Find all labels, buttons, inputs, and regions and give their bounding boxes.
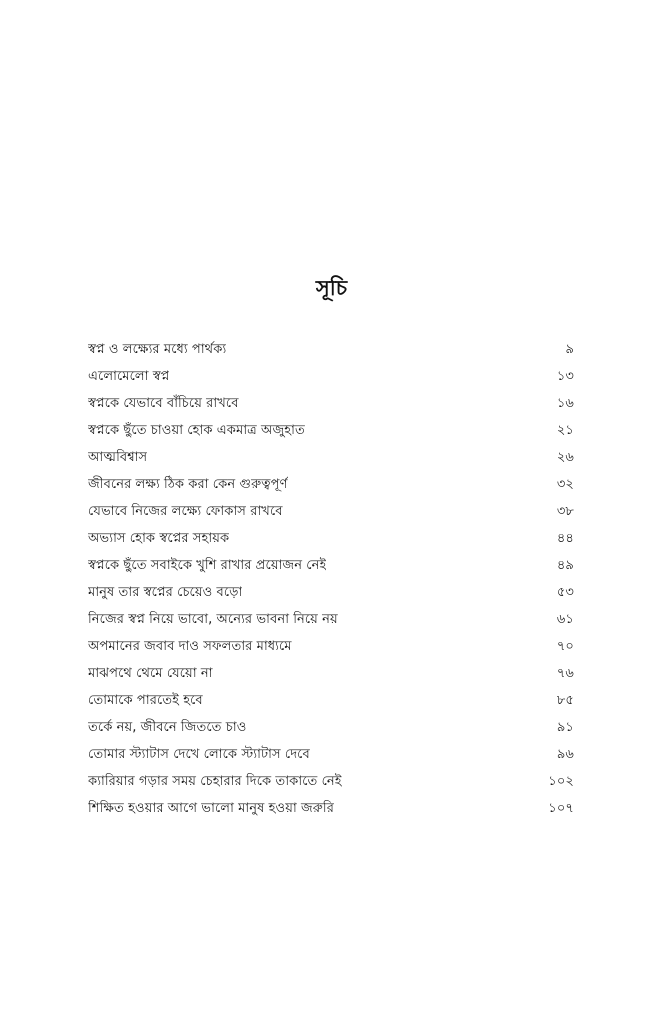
- toc-entry-page-number: ২৬: [556, 450, 574, 465]
- toc-entry[interactable]: [88, 552, 574, 579]
- toc-entry-page-number: ২১: [556, 423, 574, 438]
- toc-entry-title: নিজের স্বপ্ন নিয়ে ভাবো, অন্যের ভাবনা নিয়ে নয়: [88, 612, 338, 627]
- toc-entry[interactable]: [88, 363, 574, 390]
- toc-entry-page-number: ১৩: [556, 369, 574, 384]
- toc-entry-page-number: ৫৩: [556, 585, 574, 600]
- toc-entry-page-number: ৯: [565, 342, 574, 357]
- page-title: সূচি: [315, 276, 348, 300]
- toc-entry-title: তর্কে নয়, জীবনে জিততে চাও: [88, 720, 247, 735]
- toc-entry-page-number: ৭৬: [556, 666, 574, 681]
- toc-entry[interactable]: [88, 390, 574, 417]
- toc-entry[interactable]: [88, 579, 574, 606]
- toc-entry-title: অপমানের জবাব দাও সফলতার মাধ্যমে: [88, 639, 292, 654]
- table-of-contents-list: [88, 336, 574, 822]
- toc-entry-page-number: ৪৪: [556, 531, 574, 546]
- toc-entry-title: জীবনের লক্ষ্য ঠিক করা কেন গুরুত্বপূর্ণ: [88, 477, 288, 492]
- toc-entry-page-number: ১০৭: [548, 801, 574, 816]
- toc-entry-title: যেভাবে নিজের লক্ষ্যে ফোকাস রাখবে: [88, 504, 283, 519]
- toc-entry-page-number: ১৬: [556, 396, 574, 411]
- toc-entry[interactable]: [88, 471, 574, 498]
- toc-entry-title: এলোমেলো স্বপ্ন: [88, 369, 170, 384]
- toc-entry-title: অভ্যাস হোক স্বপ্নের সহায়ক: [88, 531, 230, 546]
- toc-entry-title: তোমাকে পারতেই হবে: [88, 693, 203, 708]
- toc-entry-title: স্বপ্নকে ছুঁতে চাওয়া হোক একমাত্র অজুহাত: [88, 423, 305, 438]
- toc-entry[interactable]: [88, 444, 574, 471]
- toc-entry-title: স্বপ্ন ও লক্ষ্যের মধ্যে পার্থক্য: [88, 342, 227, 357]
- toc-entry[interactable]: [88, 498, 574, 525]
- toc-entry-title: ক্যারিয়ার গড়ার সময় চেহারার দিকে তাকাতে নেই: [88, 774, 342, 789]
- toc-entry[interactable]: [88, 741, 574, 768]
- toc-entry-title: মাঝপথে থেমে যেয়ো না: [88, 666, 213, 681]
- toc-entry-page-number: ৪৯: [556, 558, 574, 573]
- toc-entry-page-number: ৯৬: [556, 747, 574, 762]
- toc-entry[interactable]: [88, 660, 574, 687]
- toc-entry-page-number: ৬১: [556, 612, 574, 627]
- toc-entry-title: তোমার স্ট্যাটাস দেখে লোকে স্ট্যাটাস দেবে: [88, 747, 310, 762]
- toc-entry-page-number: ৩২: [556, 477, 574, 492]
- toc-entry-title: মানুষ তার স্বপ্নের চেয়েও বড়ো: [88, 585, 243, 600]
- toc-entry[interactable]: [88, 336, 574, 363]
- toc-entry-page-number: ৭০: [556, 639, 574, 654]
- toc-entry-page-number: ৩৮: [556, 504, 574, 519]
- toc-entry-page-number: ৮৫: [556, 693, 574, 708]
- toc-entry[interactable]: [88, 417, 574, 444]
- toc-entry[interactable]: [88, 795, 574, 822]
- toc-entry-title: আত্মবিশ্বাস: [88, 450, 148, 465]
- toc-entry[interactable]: [88, 633, 574, 660]
- toc-entry-page-number: ১০২: [548, 774, 574, 789]
- toc-entry-title: শিক্ষিত হওয়ার আগে ভালো মানুষ হওয়া জরুরি: [88, 801, 334, 816]
- toc-entry-title: স্বপ্নকে যেভাবে বাঁচিয়ে রাখবে: [88, 396, 239, 411]
- toc-entry[interactable]: [88, 525, 574, 552]
- toc-entry[interactable]: [88, 606, 574, 633]
- toc-entry-page-number: ৯১: [556, 720, 574, 735]
- toc-entry[interactable]: [88, 687, 574, 714]
- toc-entry[interactable]: [88, 714, 574, 741]
- toc-entry-title: স্বপ্নকে ছুঁতে সবাইকে খুশি রাখার প্রয়োজন নেই: [88, 558, 327, 573]
- toc-entry[interactable]: [88, 768, 574, 795]
